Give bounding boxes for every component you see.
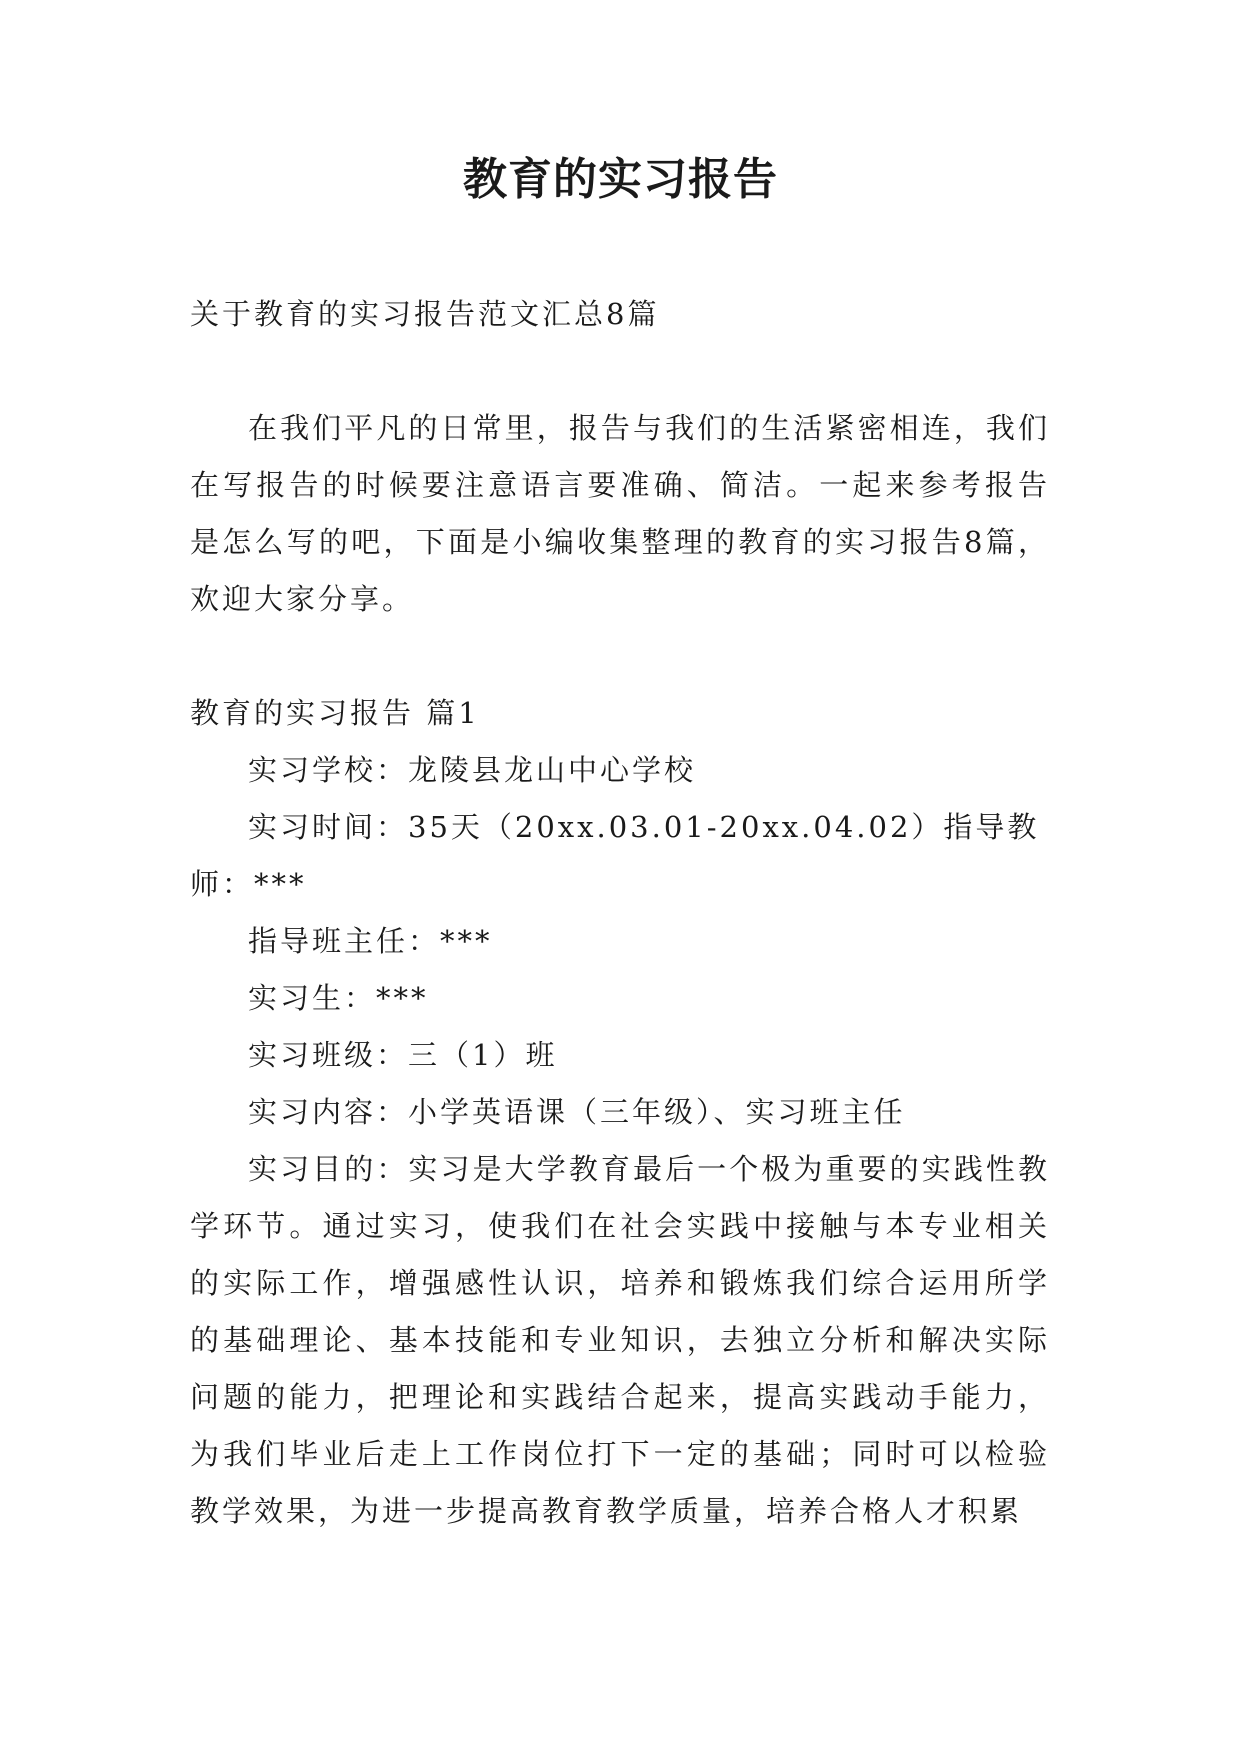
internship-content: 实习内容：小学英语课（三年级）、实习班主任 <box>248 1095 906 1129</box>
intern-student: 实习生：*** <box>248 981 429 1015</box>
intro-paragraph: 在我们平凡的日常里，报告与我们的生活紧密相连，我们在写报告的时候要注意语言要准确、简洁。一起来参考报告是怎么写的吧，下面是小编收集整理的教育的实习报告8篇，欢迎大家分享。 <box>190 411 1050 616</box>
document-title: 教育的实习报告 <box>463 154 778 205</box>
internship-school: 实习学校：龙陵县龙山中心学校 <box>248 753 697 787</box>
document-subtitle: 关于教育的实习报告范文汇总8篇 <box>190 297 660 331</box>
internship-time: 实习时间：35天（20xx.03.01-20xx.04.02）指导教师：*** <box>190 810 1040 901</box>
internship-class: 实习班级：三（1）班 <box>248 1038 558 1072</box>
head-teacher: 指导班主任：*** <box>248 924 493 958</box>
spacer <box>190 343 1050 400</box>
internship-purpose: 实习目的：实习是大学教育最后一个极为重要的实践性教学环节。通过实习，使我们在社会实践中接触与本专业相关的实际工作，增强感性认识，培养和锻炼我们综合运用所学的基础理论、基本技能和专业知识，去独立分析和解决实际问题的能力，把理论和实践结合起来，提高实践动手能力，为我们毕业后走上工作岗位打下一定的基础；同时可以检验教学效果，为进一步提高教育教学质量，培养合格人才积累 <box>190 1152 1050 1528</box>
document-body <box>190 286 1050 1540</box>
spacer <box>190 628 1050 685</box>
section-heading: 教育的实习报告 篇1 <box>190 696 480 730</box>
